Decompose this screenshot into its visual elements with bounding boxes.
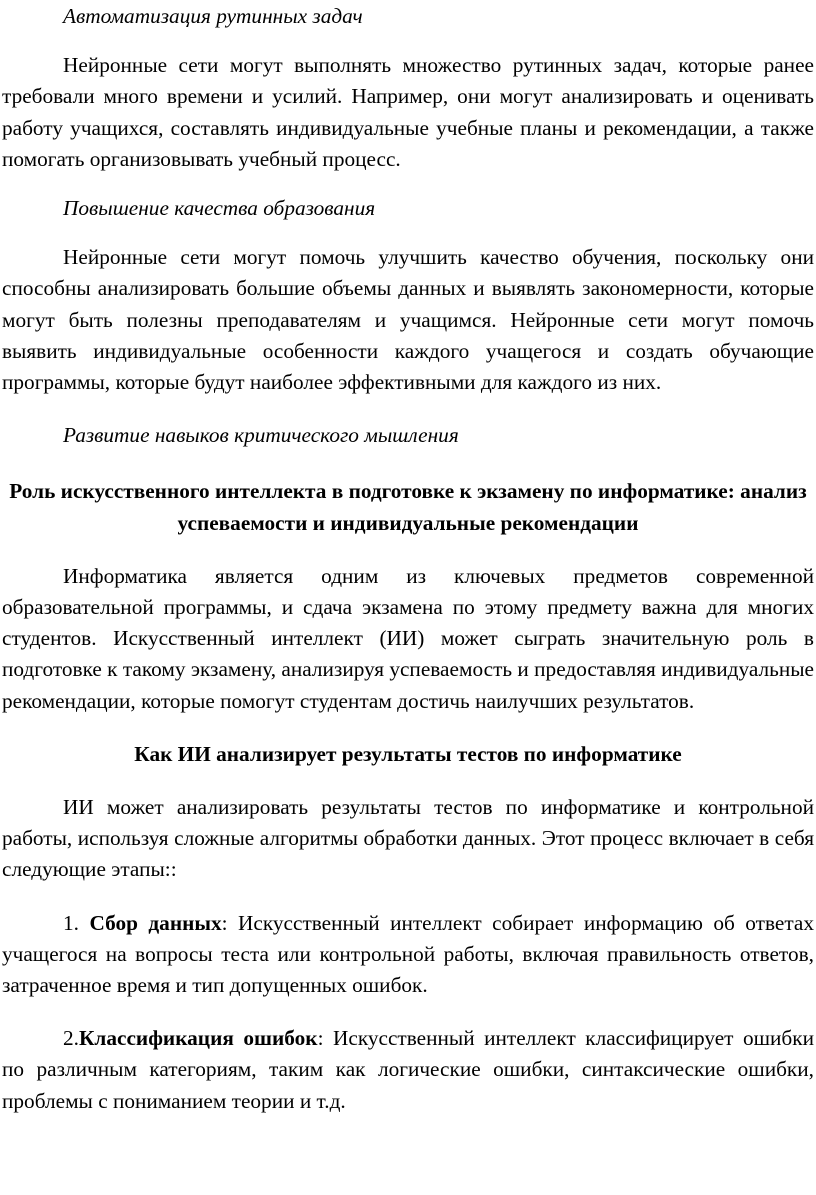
list-item-number: 2.: [63, 1026, 79, 1051]
heading-quality: Повышение качества образования: [63, 196, 376, 221]
section-title-how-ai-analyzes: Как ИИ анализирует результаты тестов по информатике: [134, 741, 682, 766]
paragraph-automation: Нейронные сети могут выполнять множество рутинных задач, которые ранее требовали много времени и усилий. Например, они могут анализировать и оценивать работу учащихся, составлять индивидуальные учебные планы и рекомендации, а также помогать организовывать учебный процесс.: [2, 53, 814, 171]
list-item-text: : Искусственный интеллект собирает информацию об ответах учащегося на вопросы теста или контрольной работы, включая правильность ответов, затраченное время и тип допущенных ошибок.: [2, 910, 814, 998]
list-item-error-classification: [2, 1023, 814, 1117]
list-item-number: 1.: [63, 910, 90, 935]
section-title-ai-role: Роль искусственного интеллекта в подготовке к экзамену по информатике: анализ успеваемости и индивидуальные рекомендации: [9, 479, 807, 535]
heading-automation: Автоматизация рутинных задач: [63, 4, 363, 28]
paragraph-ai-role: Информатика является одним из ключевых предметов современной образовательной программы, и сдача экзамена по этому предмету важна для многих студентов. Искусственный интеллект (ИИ) может сыграть значительную роль в подготовке к такому экзамену, анализируя успеваемость и предоставляя индивидуальные рекомендации, которые помогут студентам достичь наилучших результатов.: [2, 563, 814, 713]
list-item-data-collection: [2, 908, 814, 1002]
list-item-term: Сбор данных: [89, 910, 222, 935]
paragraph-how-ai-analyzes: ИИ может анализировать результаты тестов по информатике и контрольной работы, используя сложные алгоритмы обработки данных. Этот процесс включает в себя следующие этапы::: [2, 795, 814, 882]
paragraph-quality: Нейронные сети могут помочь улучшить качество обучения, поскольку они способны анализировать большие объемы данных и выявлять закономерности, которые могут быть полезны преподавателям и учащимся. Нейронные сети могут помочь выявить индивидуальные особенности каждого учащегося и создать обучающие программы, которые будут наиболее эффективными для каждого из них.: [2, 245, 814, 395]
list-item-term: Классификация ошибок: [78, 1026, 318, 1051]
list-item-text: : Искусственный интеллект классифицирует ошибки по различным категориям, таким как логические ошибки, синтаксические ошибки, проблемы с пониманием теории и т.д.: [2, 1026, 814, 1113]
heading-critical-thinking: Развитие навыков критического мышления: [63, 423, 459, 448]
